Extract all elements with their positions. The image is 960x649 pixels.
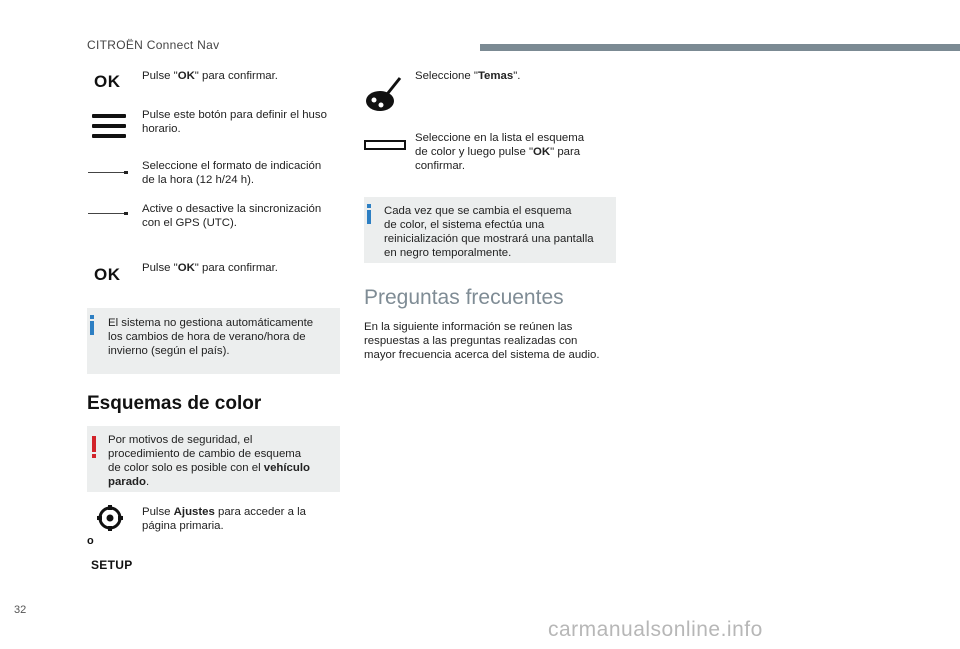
setup-button-label: SETUP xyxy=(91,558,133,572)
select-themes-text: Seleccione "Temas". xyxy=(415,70,521,82)
info-box-text: El sistema no gestiona automáticamente los cambios de hora de verano/hora de invierno (según el país). xyxy=(108,317,314,357)
gear-icon xyxy=(96,504,124,532)
info-box-text: Cada vez que se cambia el esquema de color, el sistema efectúa una reinicialización que mostrará una pantalla en negro temporalmente. xyxy=(384,205,594,259)
section-title-faq: Preguntas frecuentes xyxy=(364,286,564,309)
warning-icon xyxy=(92,436,96,458)
warning-text: Por motivos de seguridad, el procedimiento de cambio de esquema de color solo es posible con el vehículo parado. xyxy=(108,434,310,488)
info-icon xyxy=(367,204,371,224)
time-format-text: Seleccione el formato de indicación de la hora (12 h/24 h). xyxy=(142,160,322,186)
faq-intro-text: En la siguiente información se reúnen las respuestas a las preguntas realizadas con mayor frecuencia acerca del sistema de audio. xyxy=(364,321,600,361)
page-number: 32 xyxy=(14,604,27,616)
ok-icon: OK xyxy=(94,265,121,284)
ok-icon: OK xyxy=(94,72,121,91)
time-zone-text: Pulse este botón para definir el huso horario. xyxy=(142,109,327,135)
info-box-reset xyxy=(364,197,616,263)
watermark: carmanualsonline.info xyxy=(548,618,763,641)
ok-confirm-text-1: Pulse "OK" para confirmar. xyxy=(142,70,278,82)
select-scheme-text: Seleccione en la lista el esquema de color y luego pulse "OK" para confirmar. xyxy=(415,132,585,172)
settings-text: Pulse Ajustes para acceder a la página primaria. xyxy=(142,506,307,532)
section-title-color-schemes: Esquemas de color xyxy=(87,393,262,414)
list-item-icon xyxy=(364,140,406,150)
gps-sync-text: Active o desactive la sincronización con el GPS (UTC). xyxy=(142,203,322,229)
toggle-line-icon xyxy=(88,213,128,214)
toggle-line-icon xyxy=(88,172,128,173)
menu-icon xyxy=(92,114,126,144)
info-icon xyxy=(90,315,94,335)
or-label: o xyxy=(87,535,94,547)
palette-icon xyxy=(364,76,404,114)
warning-box xyxy=(87,426,340,492)
info-box-dst xyxy=(87,308,340,374)
ok-confirm-text-2: Pulse "OK" para confirmar. xyxy=(142,262,278,274)
manual-title: CITROËN Connect Nav xyxy=(87,38,220,52)
header-bar xyxy=(480,44,960,51)
